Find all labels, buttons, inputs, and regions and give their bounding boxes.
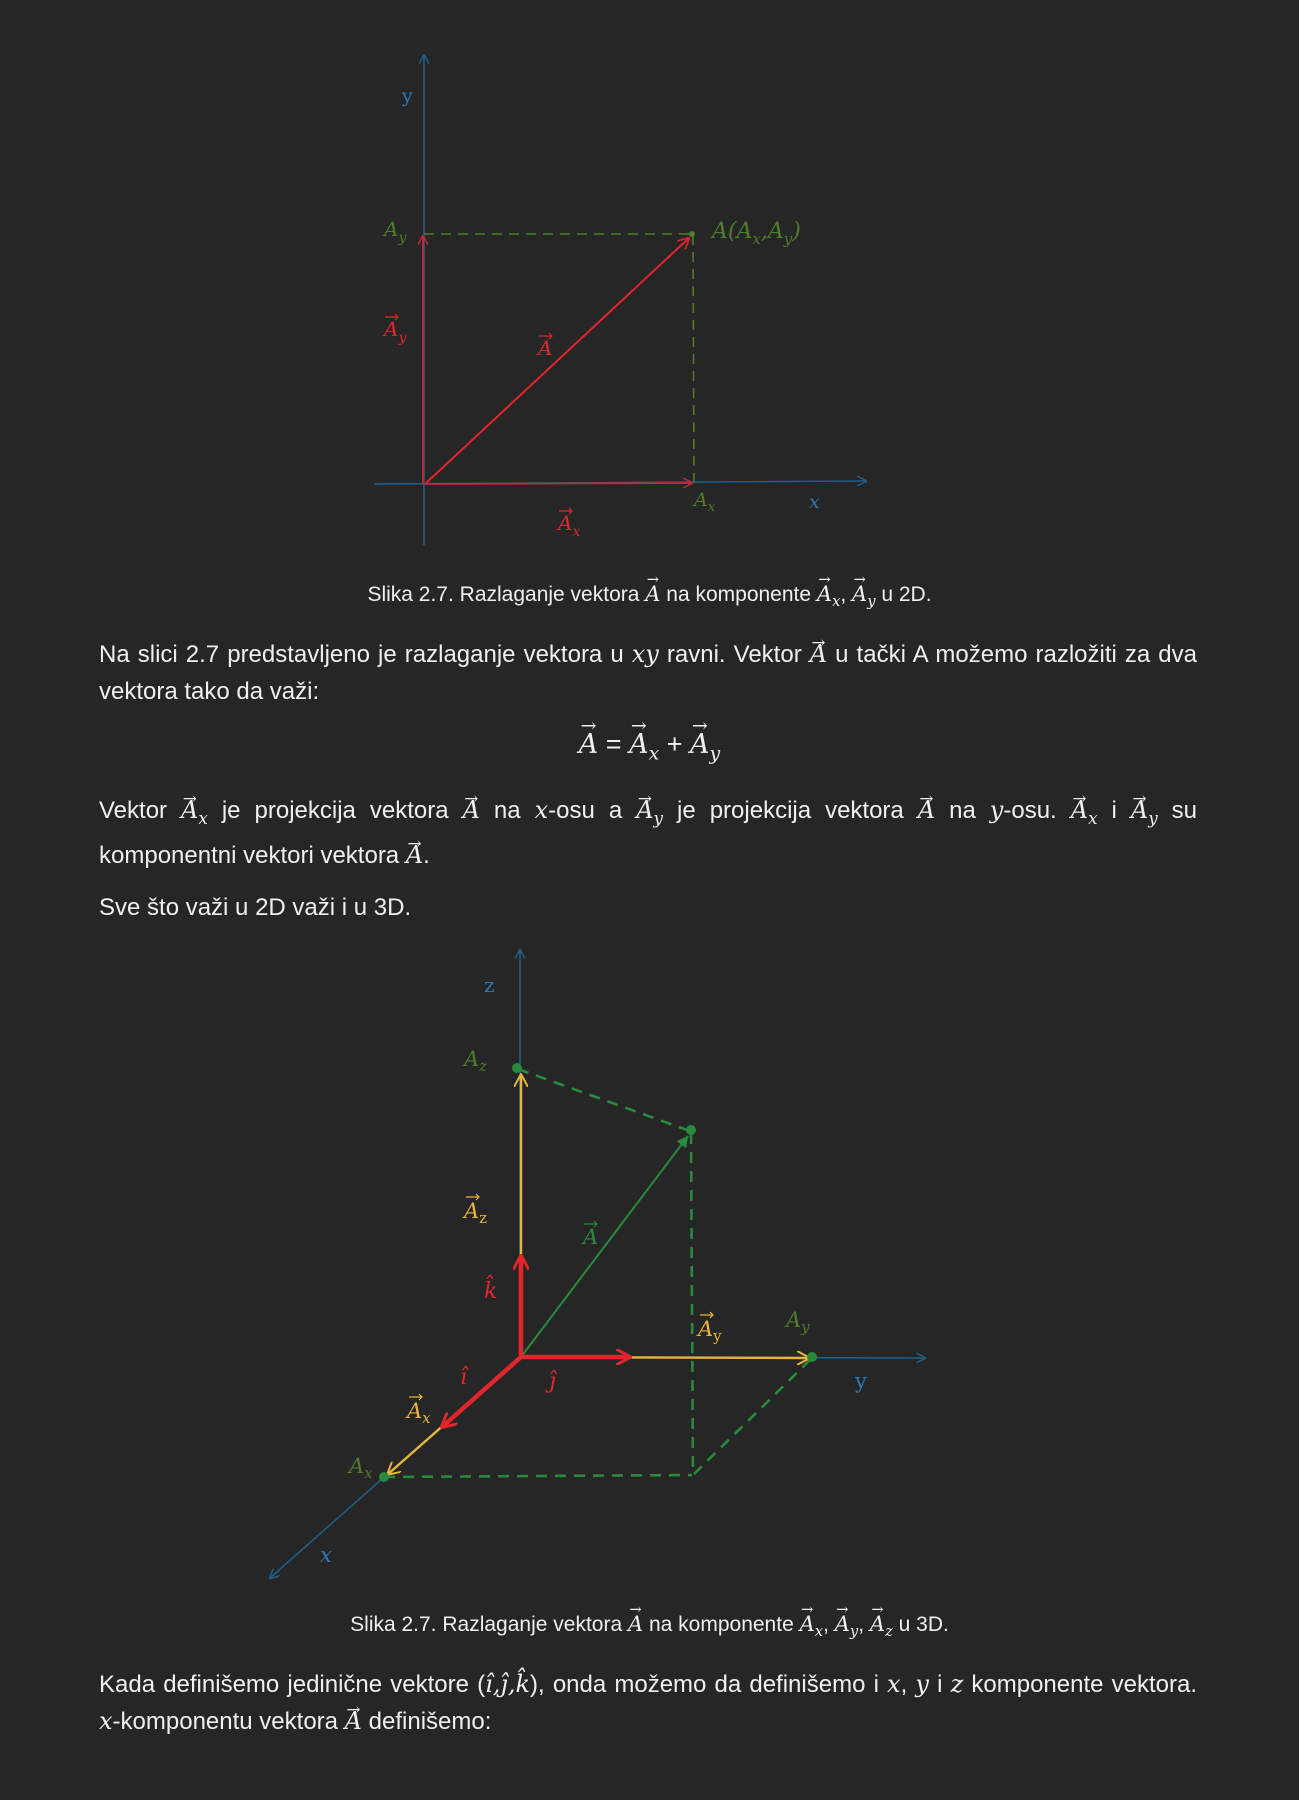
Ay-label: $A_y$ — [384, 217, 407, 246]
A-vector-label: A — [538, 336, 553, 360]
dashed-Az-to-tip — [518, 1069, 690, 1131]
vector-Ax — [425, 483, 692, 484]
dashed-projection-vertical — [693, 235, 694, 482]
z-axis-label: z — [484, 973, 495, 997]
vector-A — [425, 238, 689, 484]
point-Ax-marker — [379, 1472, 389, 1482]
dashed-tip-to-floor — [691, 1133, 693, 1475]
i-hat-label: î — [460, 1365, 468, 1390]
point-Ay-marker — [807, 1352, 817, 1362]
dashed-Ax-to-floor — [384, 1475, 692, 1477]
Ax-vector-label-3d: $A_x$ — [407, 1399, 431, 1427]
A-vector-label-3d: A — [583, 1225, 599, 1249]
Az-label: $A_z$ — [464, 1047, 488, 1075]
figure-2d-vector-decomposition — [0, 0, 1299, 560]
Ay-vector-label: $A_y$ — [384, 317, 407, 346]
x-axis-label-3d: x — [320, 1543, 332, 1567]
point-A-label: $A(A_x,A_y)$ — [712, 219, 801, 248]
j-hat-label: ĵ — [549, 1369, 556, 1394]
vector-A-3d — [521, 1136, 688, 1357]
dashed-floor-to-Ay — [694, 1358, 812, 1474]
k-hat-label: k̂ — [484, 1279, 498, 1304]
equation-vector-sum: → A = → $A_x$ + → $A_y$ — [0, 729, 1299, 765]
point-A-tip-marker — [686, 1125, 696, 1135]
unit-vector-i — [442, 1357, 521, 1427]
Ay-vector-label-3d: $A_y$ — [698, 1317, 722, 1345]
paragraph-xy-plane: Na slici 2.7 predstavljeno je razlaganje vektora u xy ravni. Vektor → A u tački A možemo razložiti za dva vektora tako da važi: — [99, 636, 1197, 710]
Az-vector-label: $A_z$ — [464, 1199, 488, 1227]
x-axis-label: x — [809, 491, 820, 513]
y-axis-label: y — [402, 85, 413, 107]
Ax-label: $A_x$ — [694, 489, 716, 515]
figure-1-caption: Slika 2.7. Razlaganje vektora → A na komponente → $A_x$, → $A_y$ u 2D. — [0, 582, 1299, 610]
figure-2-caption: Slika 2.7. Razlaganje vektora → A na komponente → $A_x$, → $A_y$, → $A_z$ u 3D. — [0, 1612, 1299, 1640]
Ax-label-3d: $A_x$ — [349, 1454, 373, 1482]
figure-3d-vector-decomposition — [0, 940, 1299, 1590]
paragraph-projections: Vektor → $A_x$ je projekcija vektora → A na x-osu $a \to A_y$ je projekcija vektora → A na y-osu. → $A_x$ $i \to A_y$ su komponentni vektori vektora → A. — [99, 792, 1197, 874]
Ay-label-3d: $A_y$ — [786, 1308, 810, 1336]
paragraph-3d-note: Sve što važi u 2D važi i u 3D. — [99, 894, 412, 921]
y-axis-label-3d: y — [855, 1369, 867, 1393]
point-A-marker — [689, 231, 695, 237]
Ax-vector-label: $A_x$ — [558, 511, 581, 540]
paragraph-unit-vectors: Kada definišemo jedinične vektore (î,ĵ,k̂), onda možemo da definišemo i x, y i z komponente vektora. x-komponentu vektora → A definišemo: — [99, 1666, 1197, 1740]
point-Az-marker — [512, 1063, 522, 1073]
